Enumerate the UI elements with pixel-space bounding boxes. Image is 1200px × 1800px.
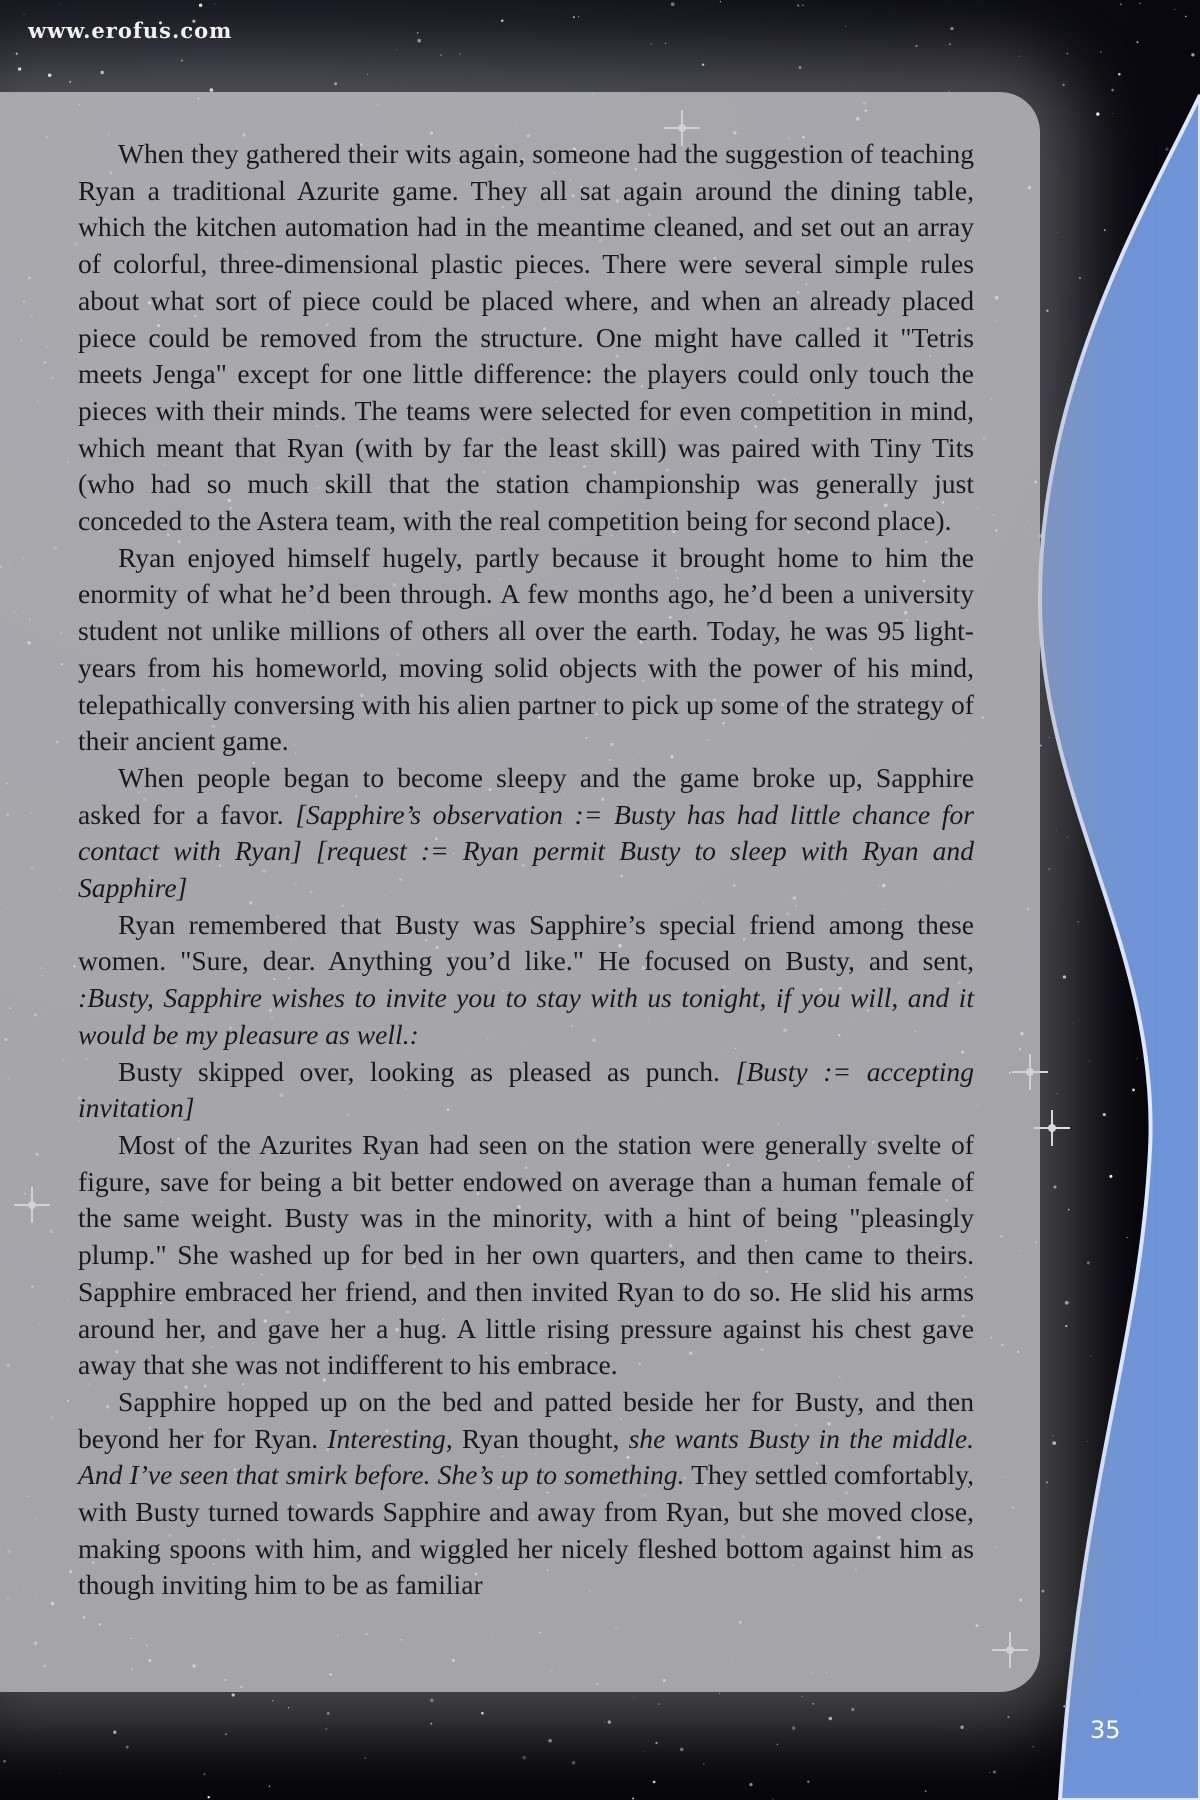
watermark: www.erofus.com [28,18,233,43]
italic-text: she wants Busty in the middle. And I’ve seen that smirk before. She’s up to something. [78,1422,974,1491]
paragraph [78,1054,974,1127]
text-span: They settled comfortably, with Busty turned towards Sapphire and away from Ryan, but she moved close, making spoons with him, and wiggled her nicely fleshed bottom against him as though inviting him to be as familiar [78,1459,974,1601]
paragraph [78,136,974,540]
text-span: Sapphire hopped up on the bed and patted beside her for Busty, and then beyond her for Ryan. [78,1385,974,1454]
text-span: Ryan remembered that Busty was Sapphire’s special friend among these women. "Sure, dear. Anything you’d like." He focused on Busty, and sent, [78,908,974,977]
italic-text: :Busty, Sapphire wishes to invite you to stay with us tonight, if you will, and it would be my pleasure as well.: [78,982,974,1050]
text-span: Ryan enjoyed himself hugely, partly because it brought home to him the enormity of what he’d been through. A few months ago, he’d been a university student not unlike millions of others all over the earth. Today, he was 95 light-years from his homeworld, moving solid objects with the power of his mind, telepathically conversing with his alien partner to pick up some of the strategy of their ancient game. [78,541,974,757]
text-span: When people began to become sleepy and the game broke up, Sapphire asked for a favor. [78,761,974,830]
italic-text: Interesting, [327,1422,453,1454]
text-span: Ryan thought, [452,1422,629,1454]
paragraph [78,540,974,760]
body-text [78,136,974,1604]
paragraph [78,1384,974,1604]
italic-text: [Busty := accepting invitation] [78,1055,974,1124]
page-number: 35 [1090,1716,1121,1744]
italic-text: [Sapphire’s observation := Busty has had little chance for contact with Ryan] [request := Ryan permit Busty to sleep with Ryan and Sapphire] [78,798,974,904]
paragraph [78,1127,974,1384]
text-span: Busty skipped over, looking as pleased as punch. [118,1055,736,1087]
paragraph [78,907,974,1054]
text-span: Most of the Azurites Ryan had seen on the station were generally svelte of figure, save for being a bit better endowed on average than a human female of the same weight. Busty was in the minority, with a hint of being "pleasingly plump." She washed up for bed in her own quarters, and then came to theirs. Sapphire embraced her friend, and then invited Ryan to do so. He slid his arms around her, and gave her a hug. A little rising pressure against his chest gave away that she was not indifferent to his embrace. [78,1128,974,1381]
paragraph [78,760,974,907]
text-span: When they gathered their wits again, someone had the suggestion of teaching Ryan a traditional Azurite game. They all sat again around the dining table, which the kitchen automation had in the meantime cleaned, and set out an array of colorful, three-dimensional plastic pieces. There were several simple rules about what sort of piece could be placed where, and when an already placed piece could be removed from the structure. One might have called it "Tetris meets Jenga" except for one little difference: the players could only touch the pieces with their minds. The teams were selected for even competition in mind, which meant that Ryan (with by far the least skill) was paired with Tiny Tits (who had so much skill that the station championship was generally just conceded to the Astera team, with the real competition being for second place). [78,138,974,537]
